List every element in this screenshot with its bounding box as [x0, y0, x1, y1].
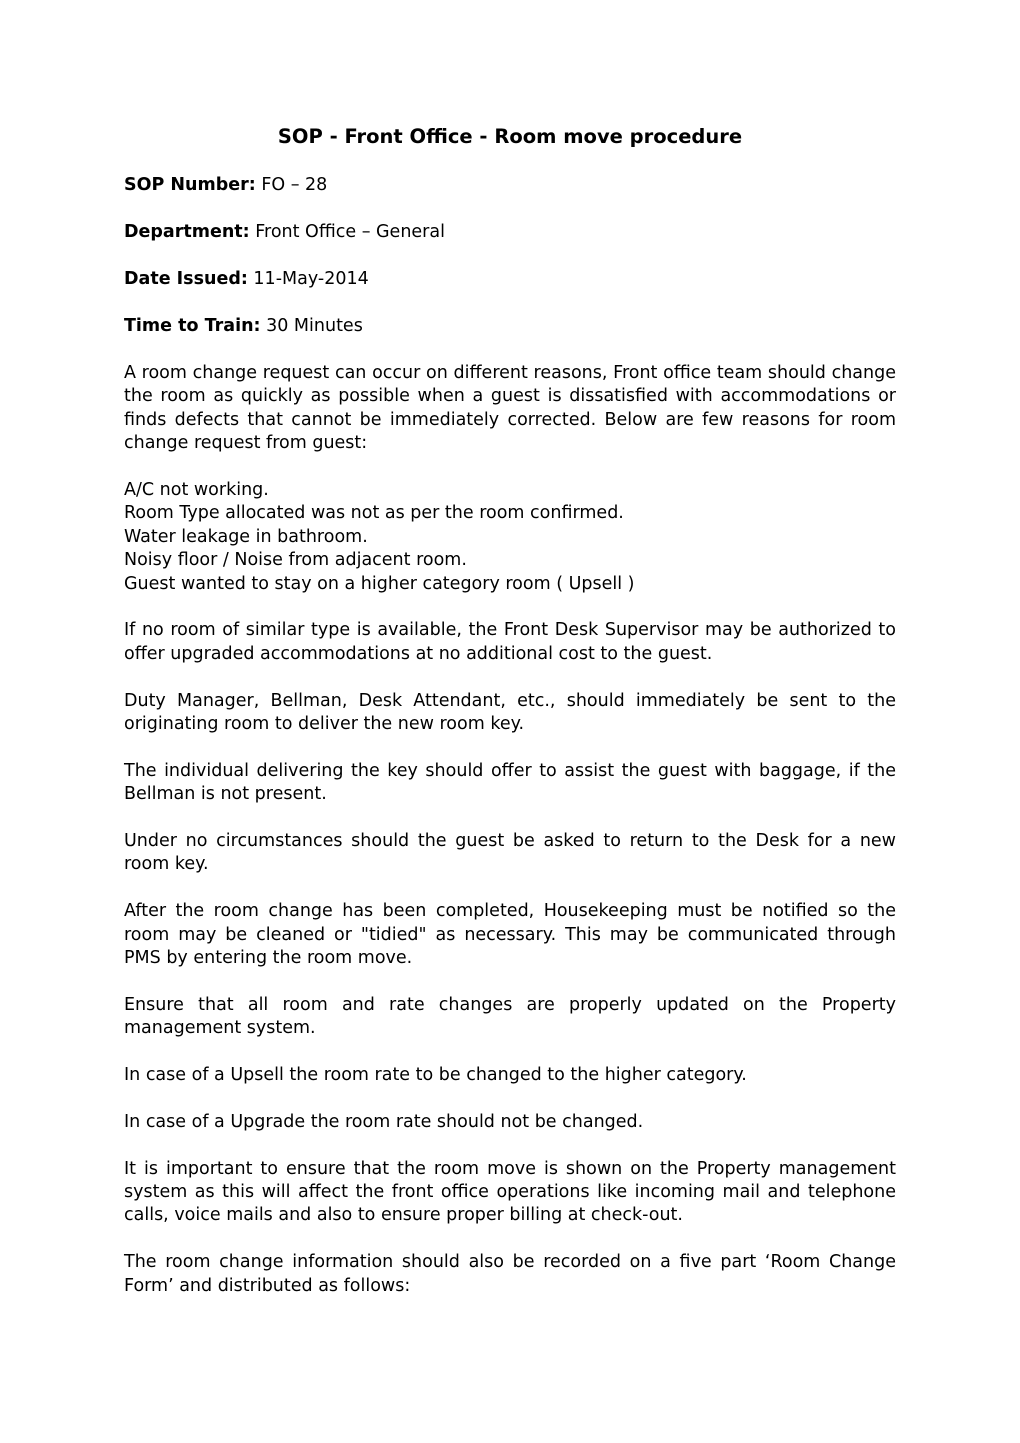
department-label: Department:	[124, 222, 250, 242]
sop-number-label: SOP Number:	[124, 175, 256, 195]
date-issued	[124, 268, 896, 291]
sop-number-value: FO – 28	[255, 175, 328, 195]
paragraph-upgrade-rate: In case of a Upgrade the room rate should not be changed.	[124, 1111, 644, 1132]
document-title: SOP - Front Office - Room move procedure	[277, 125, 743, 148]
paragraph-importance: It is important to ensure that the room move is shown on the Property management system as this will affect the front office operations like incoming mail and telephone calls, voice mails and also to ensure proper billing at check-out.	[124, 1158, 896, 1226]
time-to-train-value: 30 Minutes	[260, 316, 363, 336]
date-issued-label: Date Issued:	[124, 269, 248, 289]
paragraph-housekeeping: After the room change has been completed, Housekeeping must be notified so the room may be cleaned or "tidied" as necessary. This may be communicated through PMS by entering the room move.	[124, 901, 896, 969]
paragraph-upgrade: If no room of similar type is available, the Front Desk Supervisor may be authorized to offer upgraded accommodations at no additional cost to the guest.	[124, 620, 896, 664]
department-value: Front Office – General	[249, 222, 445, 242]
paragraph-baggage: The individual delivering the key should offer to assist the guest with baggage, if the Bellman is not present.	[124, 760, 896, 805]
sop-number	[124, 174, 896, 197]
reason-item: Noisy floor / Noise from adjacent room.	[124, 550, 467, 571]
date-issued-value: 11-May-2014	[247, 269, 369, 289]
document-page	[124, 124, 896, 1321]
reasons-list	[124, 479, 896, 596]
time-to-train-label: Time to Train:	[124, 316, 261, 336]
department	[124, 221, 896, 244]
reason-item: A/C not working.	[124, 480, 269, 501]
reason-item: Water leakage in bathroom.	[124, 526, 368, 547]
paragraph-pms-update: Ensure that all room and rate changes are properly updated on the Property management system.	[124, 994, 896, 1039]
reason-item: Room Type allocated was not as per the room confirmed.	[124, 503, 624, 524]
paragraph-room-change-form: The room change information should also be recorded on a five part ‘Room Change Form’ and distributed as follows:	[124, 1252, 896, 1296]
intro-paragraph: A room change request can occur on different reasons, Front office team should change the room as quickly as possible when a guest is dissatisfied with accommodations or finds defects that cannot be immediately corrected. Below are few reasons for room change request from guest:	[124, 363, 896, 454]
reason-item: Guest wanted to stay on a higher category room ( Upsell )	[124, 573, 635, 594]
paragraph-no-return: Under no circumstances should the guest be asked to return to the Desk for a new room key.	[124, 831, 896, 875]
paragraph-upsell-rate: In case of a Upsell the room rate to be changed to the higher category.	[124, 1065, 747, 1086]
time-to-train	[124, 315, 896, 338]
paragraph-deliver-key: Duty Manager, Bellman, Desk Attendant, etc., should immediately be sent to the originating room to deliver the new room key.	[124, 690, 896, 735]
